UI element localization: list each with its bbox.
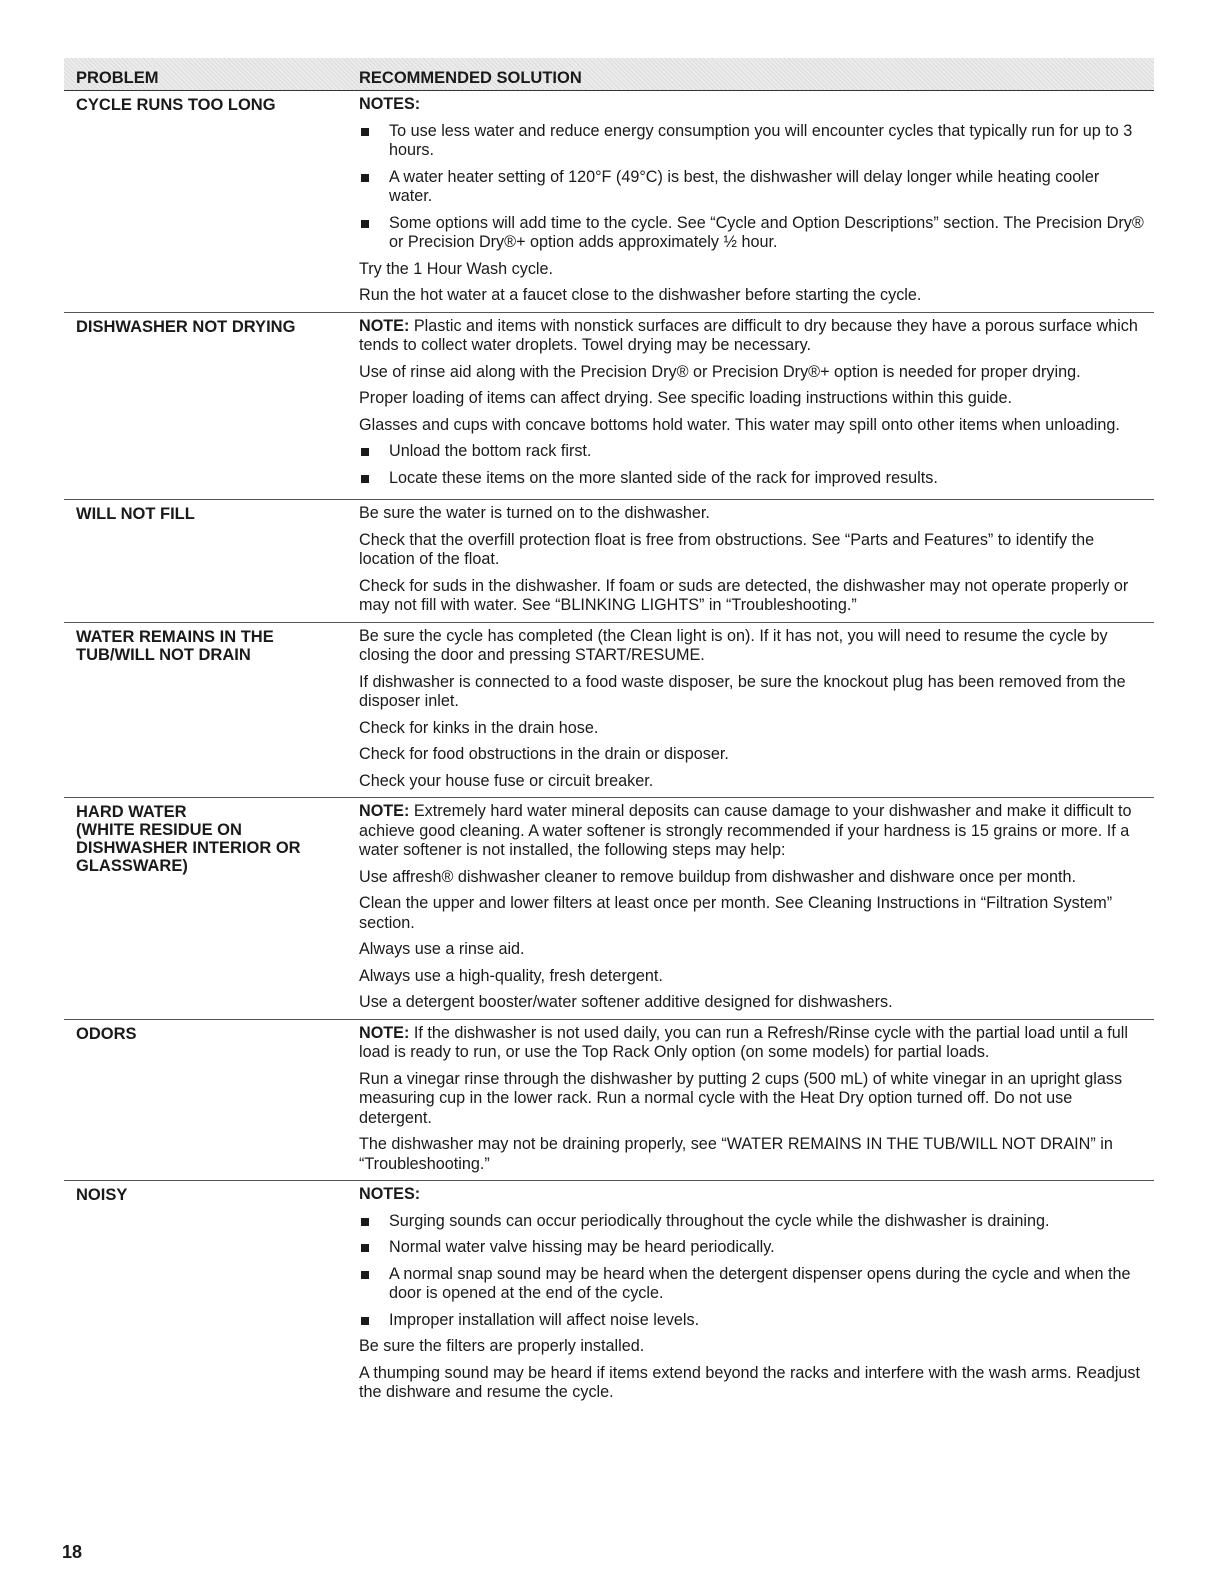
table-row [64,500,1154,623]
solution-paragraph: Use of rinse aid along with the Precision Dry® or Precision Dry®+ option is needed for proper drying. [359,362,1081,381]
note-label: NOTE: [359,802,410,820]
problem-line: GLASSWARE) [76,857,188,875]
solution-paragraph: The dishwasher may not be draining properly, see “WATER REMAINS IN THE TUB/WILL NOT DRAIN” in “Troubleshooting.” [359,1135,1113,1173]
solution-cell [359,313,1154,500]
header-problem: PROBLEM [76,69,159,87]
solution-paragraph: Check for suds in the dishwasher. If foam or suds are detected, the dishwasher may not operate properly or may not fill with water. See “BLINKING LIGHTS” in “Troubleshooting.” [359,576,1129,614]
solution-cell [359,1181,1154,1409]
solution-paragraph: Clean the upper and lower filters at least once per month. See Cleaning Instructions in “Filtration System” section. [359,894,1113,932]
solution-paragraph: A thumping sound may be heard if items extend beyond the racks and interfere with the wash arms. Readjust the dishware and resume the cycle. [359,1363,1141,1401]
solution-paragraph: Be sure the cycle has completed (the Clean light is on). If it has not, you will need to resume the cycle by closing the door and pressing START/RESUME. [359,626,1108,664]
solution-paragraph: Run the hot water at a faucet close to the dishwasher before starting the cycle. [359,286,922,304]
bullet-item: Surging sounds can occur periodically throughout the cycle while the dishwasher is draining. [359,1212,1144,1232]
header-solution: RECOMMENDED SOLUTION [359,69,582,87]
problem-line: (WHITE RESIDUE ON [76,821,242,839]
problem-line: TUB/WILL NOT DRAIN [76,645,251,664]
problem-line: DISHWASHER NOT DRYING [76,317,296,336]
problem-line: ODORS [76,1024,137,1043]
note-text: Extremely hard water mineral deposits can cause damage to your dishwasher and make it difficult to achieve good cleaning. A water softener is strongly recommended if your hardness is 15 grains or more. If a water softener is not installed, the following steps may help: [359,802,1132,859]
solution-paragraph: Always use a rinse aid. [359,940,525,958]
table-header [64,58,1154,91]
problem-cell [64,623,359,798]
table-row [64,1020,1154,1182]
table-body [64,91,1154,1409]
bullet-item: A water heater setting of 120°F (49°C) is best, the dishwasher will delay longer while heating cooler water. [359,168,1144,207]
solution-paragraph: Be sure the water is turned on to the dishwasher. [359,504,710,522]
note-text: Plastic and items with nonstick surfaces are difficult to dry because they have a porous surface which tends to collect water droplets. Towel drying may be necessary. [359,316,1138,354]
table-row [64,313,1154,501]
solution-cell [359,1020,1154,1181]
bullet-item: Some options will add time to the cycle. See “Cycle and Option Descriptions” section. The Precision Dry® or Precision Dry®+ option adds approximately ½ hour. [359,214,1144,253]
bullet-item: Locate these items on the more slanted side of the rack for improved results. [359,469,1144,489]
troubleshooting-table [64,58,1154,1409]
problem-cell [64,500,359,622]
bullet-item: Unload the bottom rack first. [359,442,1144,462]
bullet-item: A normal snap sound may be heard when the detergent dispenser opens during the cycle and when the door is opened at the end of the cycle. [359,1265,1144,1304]
problem-line: NOISY [76,1186,128,1204]
problem-cell [64,1020,359,1181]
solution-paragraph: If dishwasher is connected to a food waste disposer, be sure the knockout plug has been removed from the disposer inlet. [359,672,1126,710]
solution-paragraph: Check your house fuse or circuit breaker. [359,771,654,790]
bullet-item: Improper installation will affect noise levels. [359,1311,1144,1331]
notes-heading: NOTES: [359,1185,421,1203]
problem-cell [64,1181,359,1409]
problem-cell [64,91,359,312]
solution-cell [359,500,1154,622]
problem-line: DISHWASHER INTERIOR OR [76,839,301,857]
problem-cell [64,313,359,500]
solution-paragraph: Try the 1 Hour Wash cycle. [359,259,554,278]
problem-line: WATER REMAINS IN THE [76,627,274,646]
note-label: NOTE: [359,1023,410,1042]
solution-paragraph: Use a detergent booster/water softener additive designed for dishwashers. [359,993,893,1011]
problem-line: CYCLE RUNS TOO LONG [76,96,276,114]
problem-line: WILL NOT FILL [76,505,195,523]
solution-paragraph: Check that the overfill protection float is free from obstructions. See “Parts and Features” to identify the location of the float. [359,530,1095,568]
solution-paragraph: Always use a high-quality, fresh detergent. [359,966,663,985]
table-row [64,1181,1154,1409]
table-row [64,91,1154,313]
note-text: If the dishwasher is not used daily, you can run a Refresh/Rinse cycle with the partial load until a full load is ready to run, or use the Top Rack Only option (on some models) for partial loads. [359,1023,1128,1061]
problem-cell [64,798,359,1019]
note-label: NOTE: [359,316,410,335]
solution-paragraph: Use affresh® dishwasher cleaner to remove buildup from dishwasher and dishware once per month. [359,867,1077,886]
solution-paragraph: Run a vinegar rinse through the dishwasher by putting 2 cups (500 mL) of white vinegar in an upright glass measuring cup in the lower rack. Run a normal cycle with the Heat Dry option turned off. Do not use detergent. [359,1069,1123,1127]
solution-paragraph: Check for food obstructions in the drain or disposer. [359,745,729,763]
solution-cell [359,623,1154,798]
table-row [64,623,1154,799]
bullet-item: Normal water valve hissing may be heard periodically. [359,1238,1144,1258]
problem-line: HARD WATER [76,803,187,821]
solution-paragraph [359,317,1144,356]
solution-paragraph: Proper loading of items can affect drying. See specific loading instructions within this guide. [359,389,1012,407]
solution-paragraph [359,802,1144,861]
solution-cell [359,798,1154,1019]
bullet-item: To use less water and reduce energy consumption you will encounter cycles that typically run for up to 3 hours. [359,122,1144,161]
solution-paragraph: Check for kinks in the drain hose. [359,718,599,737]
solution-paragraph: Glasses and cups with concave bottoms hold water. This water may spill onto other items when unloading. [359,415,1120,434]
solution-paragraph [359,1024,1144,1063]
table-row [64,798,1154,1020]
solution-cell [359,91,1154,312]
solution-paragraph: Be sure the filters are properly installed. [359,1337,645,1355]
page-number: 18 [62,1542,83,1562]
notes-heading: NOTES: [359,95,421,113]
